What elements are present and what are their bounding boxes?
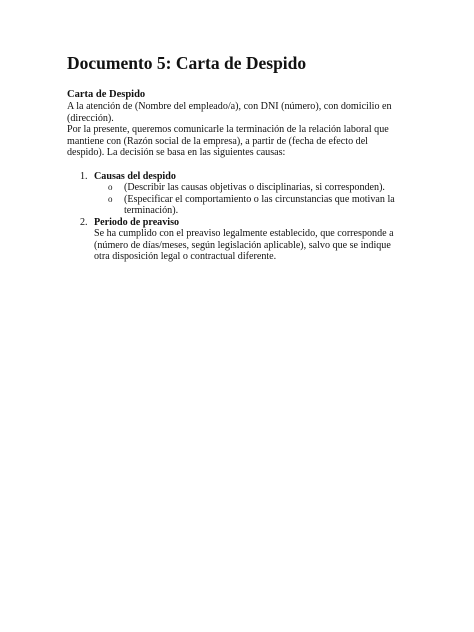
sub-list [94,182,407,217]
document-content [67,52,407,263]
document-title: Documento 5: Carta de Despido [67,53,307,73]
hollow-bullet-icon: o [108,182,113,192]
addressee-paragraph: A la atención de (Nombre del empleado/a), con DNI (número), con domicilio en (dirección). [67,101,392,124]
list-number: 2. [80,216,88,228]
sub-item-text: (Describir las causas objetivas o disciplinarias, si corresponden). [124,182,385,193]
list-number: 1. [80,170,88,182]
list-item-causes [67,171,407,217]
list-item-title: Causas del despido [94,170,176,182]
list-item-text: Se ha cumplido con el preaviso legalmente establecido, que corresponde a (número de días/meses, según legislación aplicable), salvo que se indique otra disposición legal o contractual diferente. [94,228,394,262]
sub-list-item [94,194,407,217]
sub-item-text: (Especificar el comportamiento o las circunstancias que motivan la terminación). [124,193,395,216]
list-item-title: Periodo de preaviso [94,216,180,228]
list-item-notice-period [67,217,407,263]
sub-list-item [94,182,407,194]
intro-paragraph: Por la presente, queremos comunicarle la terminación de la relación laboral que mantiene con (Razón social de la empresa), a partir de (fecha de efecto del despido). La decisión se basa en las siguientes causas: [67,124,389,158]
section-heading: Carta de Despido [67,89,146,100]
hollow-bullet-icon: o [108,193,113,204]
causes-list [67,171,407,263]
